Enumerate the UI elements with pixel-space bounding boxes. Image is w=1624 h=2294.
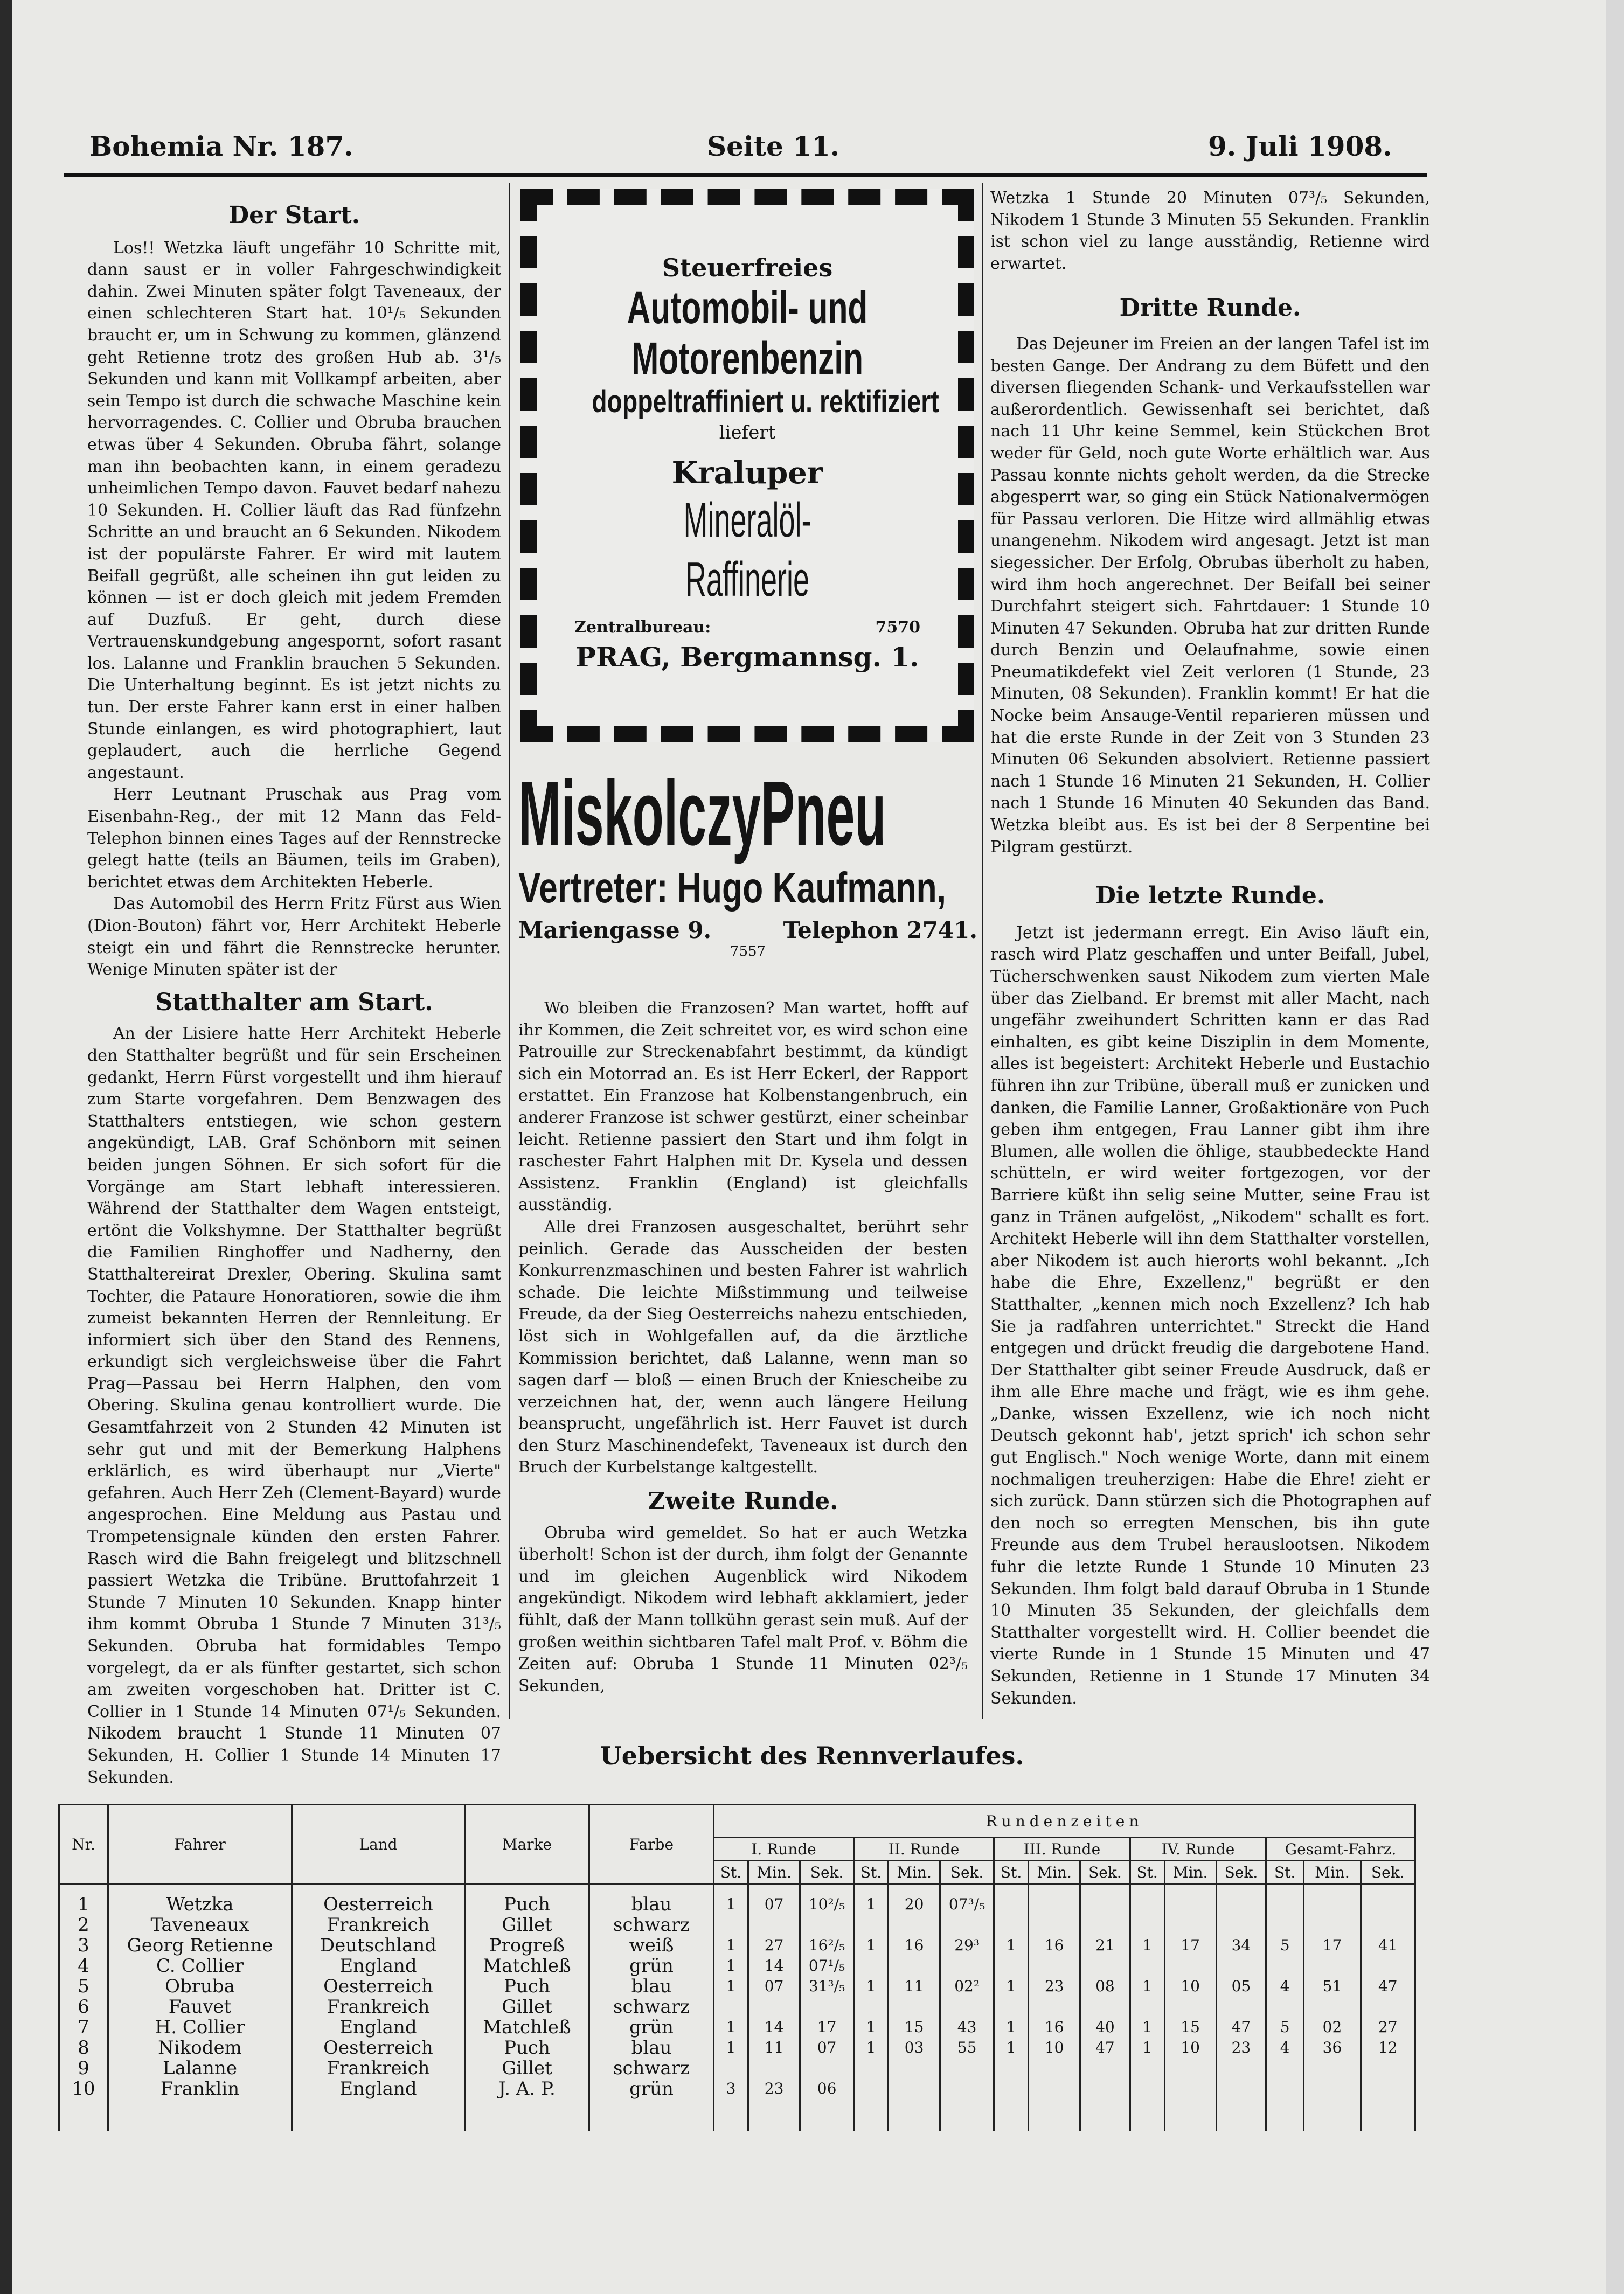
paragraph: Jetzt ist jedermann erregt. Ein Aviso läuft ein, rasch wird Platz geschaffen und unter Beifall, Jubel, Tücherschwenken saust Nikodem zum vierten Male über das Zielband. Er bremst mit aller Macht, nach ungefähr zweihundert Schritten kann er das Rad einhalten, es gibt keine Disziplin in dem Momente, alles ist begeistert: Architekt Heberle und Eustachio führen ihn zur Tribüne, überall muß er zunicken und danken, die Familie Lanner, Großaktionäre von Puch geben ihm entgegen, Frau Lanner gibt ihm ihre Blumen, alle wollen die öhlige, staubbedeckte Hand schütteln, er wird weiter fortgezogen, vor der Barriere küßt ihn selig seine Mutter, seine Frau ist ganz in Tränen aufgelöst, „Nikodem" schallt es fort. Architekt Heberle will ihn dem Statthalter vorstellen, aber Nikodem ist auch hierorts wohl bekannt. „Ich habe die Ehre, Exzellenz," begrüßt er den Statthalter, „kennen mich noch Exzellenz? Ich hab Sie ja radfahren unterrichtet." Streckt die Hand entgegen und drückt freudig die dargebotene Hand. Der Statthalter gibt seiner Freude Ausdruck, daß er ihm alle Ehre mache und frägt, wie es ihm gehe. „Danke, wissen Exzellenz, wie ich noch nicht Deutsch gekonnt hab', jetzt sprich' ich schon sehr gut Englisch." Noch wenige Worte, dann mit einem nochmaligen treuherzigen: Habe die Ehre! zieht er sich zurück. Dann stürzen sich die Photographen auf den noch so erregten Menschen, bis ihn gute Freunde aus dem Trubel herauslootsen. Nikodem fuhr die letzte Runde 1 Stunde 10 Minuten 23 Sekunden. Ihm folgt bald darauf Obruba in 1 Stunde 10 Minuten 35 Sekunden, der gleichfalls dem Statthalter vorgestellt wird. H. Collier beendet die vierte Runde in 1 Stunde 15 Minuten und 47 Sekunden, Retienne in 1 Stunde 17 Minuten 34 Sekunden. bbox=[990, 923, 1430, 1708]
col-header-runde-2: II. Runde bbox=[854, 1838, 994, 1861]
cell-time: 23 bbox=[1216, 2038, 1266, 2058]
cell-time bbox=[1361, 1997, 1415, 2017]
cell-time: 1 bbox=[854, 2038, 889, 2058]
cell-nr: 6 bbox=[59, 1997, 108, 2017]
cell-time: 16 bbox=[889, 1935, 940, 1956]
col-header-runde-4: IV. Runde bbox=[1130, 1838, 1266, 1861]
cell-time: 1 bbox=[854, 2017, 889, 2038]
cell-land: Frankreich bbox=[292, 1997, 465, 2017]
cell-time bbox=[748, 2058, 800, 2078]
ad-address: Mariengasse 9. bbox=[518, 917, 712, 943]
cell-time: 12 bbox=[1361, 2038, 1415, 2058]
cell-time: 1 bbox=[1130, 2017, 1164, 2038]
cell-time: 3 bbox=[714, 2078, 748, 2131]
cell-nr: 10 bbox=[59, 2078, 108, 2131]
cell-time bbox=[1080, 1915, 1130, 1935]
cell-time bbox=[889, 1956, 940, 1976]
col-header-sek: Sek. bbox=[1361, 1861, 1415, 1884]
cell-time: 10²/₅ bbox=[800, 1884, 854, 1915]
col-header-st: St. bbox=[1130, 1861, 1164, 1884]
cell-time bbox=[1266, 2058, 1304, 2078]
cell-time: 40 bbox=[1080, 2017, 1130, 2038]
cell-marke: J. A. P. bbox=[465, 2078, 589, 2131]
cell-farbe: grün bbox=[589, 2017, 714, 2038]
cell-time bbox=[1164, 1915, 1216, 1935]
cell-nr: 5 bbox=[59, 1976, 108, 1997]
cell-time bbox=[1130, 1997, 1164, 2017]
cell-time: 34 bbox=[1216, 1935, 1266, 1956]
cell-fahrer: Wetzka bbox=[108, 1884, 292, 1915]
paragraph: An der Lisiere hatte Herr Architekt Heberle den Statthalter begrüßt und für sein Erscheinen gedankt, Herrn Fürst vorgestellt und ihm hierauf zum Starte vorgefahren. Dem Benzwagen des Statthalters entstiegen, wie schon gestern angekündigt, LAB. Graf Schönborn mit seinen beiden jungen Söhnen. Er sich sofort für die Vorgänge am Start lebhaft interessieren. Während der Statthalter dem Wagen entsteigt, ertönt die Volkshymne. Der Statthalter begrüßt die Familien Ringhoffer und Nadherny, den Statthaltereirat Drexler, Obering. Skulina samt Tochter, die Pataure Honoratioren, sowie die ihm zumeist bekannten Herren der Rennleitung. Er informiert sich über den Stand des Rennens, erkundigt sich vergleichsweise über die Fahrt Prag—Passau bei Herrn Halphen, den vom Obering. Skulina genau kontrolliert wurde. Die Gesamtfahrzeit von 2 Stunden 42 Minuten ist sehr gut und mit der Bemerkung Halphens erklärlich, es wird überhaupt nur „Vierte" gefahren. Auch Herr Zeh (Clement-Bayard) wurde angesprochen. Eine Meldung aus Pastau und Trompetensignale künden den ersten Fahrer. Rasch wird die Bahn freigelegt und blitzschnell passiert Wetzka die Tribüne. Bruttofahrzeit 1 Stunde 7 Minuten 10 Sekunden. Knapp hinter ihm kommt Obruba 1 Stunde 7 Minuten 31³/₅ Sekunden. Obruba hat formidables Tempo vorgelegt, da er als fünfter gestartet, sich schon am zweiten vorgeschoben hat. Dritter ist C. Collier in 1 Stunde 14 Minuten 07¹/₅ Sekunden. Nikodem braucht 1 Stunde 11 Minuten 07 Sekunden, H. Collier 1 Stunde 14 Minuten 17 Sekunden. bbox=[87, 1024, 501, 1787]
col-header-runde-3: III. Runde bbox=[994, 1838, 1130, 1861]
cell-time bbox=[994, 2058, 1029, 2078]
cell-time bbox=[1029, 2078, 1080, 2131]
table-row bbox=[59, 2078, 1415, 2131]
table-row bbox=[59, 1884, 1415, 1915]
cell-time bbox=[1080, 2078, 1130, 2131]
col-header-fahrer: Fahrer bbox=[108, 1805, 292, 1884]
cell-time bbox=[1361, 2078, 1415, 2131]
header-page-number: Seite 11. bbox=[707, 130, 840, 162]
cell-time: 1 bbox=[1130, 1935, 1164, 1956]
cell-fahrer: Lalanne bbox=[108, 2058, 292, 2078]
cell-marke: Gillet bbox=[465, 2058, 589, 2078]
cell-time: 21 bbox=[1080, 1935, 1130, 1956]
cell-farbe: weiß bbox=[589, 1935, 714, 1956]
cell-land: Frankreich bbox=[292, 1915, 465, 1935]
col-header-rundenzeiten: Rundenzeiten bbox=[714, 1805, 1415, 1838]
cell-time: 07 bbox=[748, 1976, 800, 1997]
cell-time: 14 bbox=[748, 1956, 800, 1976]
cell-time bbox=[1164, 1884, 1216, 1915]
cell-time bbox=[994, 1997, 1029, 2017]
header-rule bbox=[64, 173, 1427, 177]
cell-marke: Matchleß bbox=[465, 1956, 589, 1976]
cell-farbe: grün bbox=[589, 2078, 714, 2131]
cell-time bbox=[1304, 1997, 1361, 2017]
col-header-marke: Marke bbox=[465, 1805, 589, 1884]
cell-time: 1 bbox=[714, 1956, 748, 1976]
cell-time bbox=[854, 2058, 889, 2078]
cell-time bbox=[800, 2058, 854, 2078]
cell-time bbox=[1164, 2058, 1216, 2078]
cell-time bbox=[1130, 2078, 1164, 2131]
cell-time bbox=[940, 2058, 994, 2078]
cell-nr: 8 bbox=[59, 2038, 108, 2058]
col-header-sek: Sek. bbox=[800, 1861, 854, 1884]
paragraph: Herr Leutnant Pruschak aus Prag vom Eisenbahn-Reg., der mit 12 Mann das Feld-Telephon binnen eines Tages auf der Rennstrecke gelegt hatte (teils an Bäumen, teils im Graben), berichtet etwas dem Architekten Heberle. bbox=[87, 785, 501, 892]
cell-marke: Matchleß bbox=[465, 2017, 589, 2038]
ad-line: Zentralbureau: bbox=[574, 618, 711, 637]
cell-land: Oesterreich bbox=[292, 2038, 465, 2058]
paragraph: Das Automobil des Herrn Fritz Fürst aus Wien (Dion-Bouton) fährt vor, Herr Architekt Heberle steigt ein und fährt die Rennstrecke herunter. Wenige Minuten später ist der bbox=[87, 894, 501, 979]
cell-time: 1 bbox=[714, 2038, 748, 2058]
advertisement-benzin bbox=[520, 189, 974, 742]
cell-time: 23 bbox=[748, 2078, 800, 2131]
table-row bbox=[59, 1956, 1415, 1976]
col-header-land: Land bbox=[292, 1805, 465, 1884]
cell-time: 5 bbox=[1266, 1935, 1304, 1956]
ad-line: doppeltraffiniert u. rektifiziert bbox=[592, 384, 939, 419]
cell-land: England bbox=[292, 2017, 465, 2038]
cell-time bbox=[800, 1997, 854, 2017]
heading-der-start: Der Start. bbox=[228, 201, 360, 229]
cell-land: England bbox=[292, 2078, 465, 2131]
cell-time: 17 bbox=[1164, 1935, 1216, 1956]
heading-zweite-runde: Zweite Runde. bbox=[648, 1487, 838, 1516]
cell-time bbox=[1216, 1956, 1266, 1976]
cell-marke: Puch bbox=[465, 2038, 589, 2058]
cell-farbe: schwarz bbox=[589, 2058, 714, 2078]
cell-time: 47 bbox=[1216, 2017, 1266, 2038]
cell-time: 31³/₅ bbox=[800, 1976, 854, 1997]
col-header-min: Min. bbox=[1304, 1861, 1361, 1884]
cell-time: 14 bbox=[748, 2017, 800, 2038]
cell-time bbox=[889, 2058, 940, 2078]
cell-time: 07¹/₅ bbox=[800, 1956, 854, 1976]
cell-fahrer: C. Collier bbox=[108, 1956, 292, 1976]
cell-time bbox=[748, 1915, 800, 1935]
cell-time bbox=[994, 1915, 1029, 1935]
ad-code: 7557 bbox=[730, 943, 766, 960]
cell-time: 47 bbox=[1361, 1976, 1415, 1997]
cell-time: 10 bbox=[1164, 1976, 1216, 1997]
cell-time bbox=[1216, 2078, 1266, 2131]
cell-time bbox=[1080, 1884, 1130, 1915]
cell-time: 1 bbox=[854, 1935, 889, 1956]
cell-time: 5 bbox=[1266, 2017, 1304, 2038]
cell-time bbox=[1361, 1884, 1415, 1915]
cell-time bbox=[1130, 1884, 1164, 1915]
cell-time: 02 bbox=[1304, 2017, 1361, 2038]
cell-time: 20 bbox=[889, 1884, 940, 1915]
cell-time bbox=[889, 2078, 940, 2131]
cell-time bbox=[1304, 2078, 1361, 2131]
cell-time bbox=[714, 2058, 748, 2078]
col-header-sek: Sek. bbox=[940, 1861, 994, 1884]
table-title: Uebersicht des Rennverlaufes. bbox=[600, 1741, 1024, 1770]
cell-marke: Puch bbox=[465, 1976, 589, 1997]
cell-time bbox=[1080, 2058, 1130, 2078]
cell-time: 27 bbox=[748, 1935, 800, 1956]
cell-time: 27 bbox=[1361, 2017, 1415, 2038]
cell-nr: 2 bbox=[59, 1915, 108, 1935]
col-header-st: St. bbox=[854, 1861, 889, 1884]
col-header-gesamt: Gesamt-Fahrz. bbox=[1266, 1838, 1415, 1861]
cell-land: Oesterreich bbox=[292, 1976, 465, 1997]
cell-time: 07 bbox=[800, 2038, 854, 2058]
cell-fahrer: Obruba bbox=[108, 1976, 292, 1997]
col-header-farbe: Farbe bbox=[589, 1805, 714, 1884]
cell-farbe: blau bbox=[589, 1884, 714, 1915]
col-header-runde-1: I. Runde bbox=[714, 1838, 854, 1861]
cell-time bbox=[1361, 1956, 1415, 1976]
col-header-st: St. bbox=[1266, 1861, 1304, 1884]
cell-time: 11 bbox=[889, 1976, 940, 1997]
cell-fahrer: H. Collier bbox=[108, 2017, 292, 2038]
cell-time: 4 bbox=[1266, 1976, 1304, 1997]
cell-time bbox=[1130, 1956, 1164, 1976]
cell-fahrer: Fauvet bbox=[108, 1997, 292, 2017]
ad-code: 7570 bbox=[875, 618, 920, 637]
cell-time: 23 bbox=[1029, 1976, 1080, 1997]
cell-fahrer: Georg Retienne bbox=[108, 1935, 292, 1956]
cell-fahrer: Nikodem bbox=[108, 2038, 292, 2058]
cell-time: 51 bbox=[1304, 1976, 1361, 1997]
scan-border-left bbox=[0, 0, 12, 2294]
cell-time: 1 bbox=[994, 1976, 1029, 1997]
col-header-min: Min. bbox=[1164, 1861, 1216, 1884]
cell-time bbox=[994, 2078, 1029, 2131]
cell-time bbox=[1361, 1915, 1415, 1935]
article-column-1 bbox=[87, 201, 501, 1787]
cell-marke: Progreß bbox=[465, 1935, 589, 1956]
cell-farbe: schwarz bbox=[589, 1915, 714, 1935]
cell-nr: 9 bbox=[59, 2058, 108, 2078]
cell-nr: 4 bbox=[59, 1956, 108, 1976]
cell-time bbox=[1266, 1997, 1304, 2017]
cell-nr: 1 bbox=[59, 1884, 108, 1915]
ad-line: Kraluper bbox=[671, 455, 823, 491]
paragraph: Alle drei Franzosen ausgeschaltet, berührt sehr peinlich. Gerade das Ausscheiden der besten Konkurrenzmaschinen und besten Fahrer ist wahrlich schade. Die leichte Mißstimmung und teilweise Freude, da der Sieg Oesterreichs nahezu entschieden, löst sich in Wohlgefallen auf, da die ärztliche Kommission berichtet, daß Lalanne, wenn man so sagen darf — bloß — einen Bruch der Kniescheibe zu verzeichnen hat, der, wenn auch längere Heilung beansprucht, ungefährlich ist. Herr Fauvet ist durch den Sturz Maschinendefekt, Taveneaux ist durch den Bruch der Kurbelstange kaltgestellt. bbox=[518, 1217, 968, 1477]
col-header-sek: Sek. bbox=[1216, 1861, 1266, 1884]
cell-time bbox=[1130, 1915, 1164, 1935]
cell-time: 06 bbox=[800, 2078, 854, 2131]
col-header-st: St. bbox=[714, 1861, 748, 1884]
cell-time: 1 bbox=[854, 1884, 889, 1915]
ad-line: liefert bbox=[719, 422, 776, 443]
cell-time bbox=[889, 1915, 940, 1935]
race-results-table bbox=[58, 1804, 1416, 2131]
cell-fahrer: Franklin bbox=[108, 2078, 292, 2131]
cell-time bbox=[714, 1997, 748, 2017]
cell-time bbox=[1304, 2058, 1361, 2078]
cell-farbe: grün bbox=[589, 1956, 714, 1976]
cell-time bbox=[1216, 1915, 1266, 1935]
ad-headline: Motorenbenzin bbox=[631, 333, 864, 384]
cell-time bbox=[994, 1884, 1029, 1915]
cell-time bbox=[1216, 1884, 1266, 1915]
cell-time bbox=[1361, 2058, 1415, 2078]
cell-time bbox=[854, 1997, 889, 2017]
cell-time: 16 bbox=[1029, 1935, 1080, 1956]
cell-time bbox=[1029, 2058, 1080, 2078]
cell-time bbox=[940, 1997, 994, 2017]
cell-time: 10 bbox=[1164, 2038, 1216, 2058]
cell-time bbox=[1266, 2078, 1304, 2131]
cell-time bbox=[748, 1997, 800, 2017]
cell-time: 15 bbox=[1164, 2017, 1216, 2038]
col-header-min: Min. bbox=[889, 1861, 940, 1884]
cell-time: 29³ bbox=[940, 1935, 994, 1956]
cell-time bbox=[1080, 1956, 1130, 1976]
heading-letzte-runde: Die letzte Runde. bbox=[1095, 882, 1325, 910]
cell-time: 1 bbox=[714, 1935, 748, 1956]
heading-dritte-runde: Dritte Runde. bbox=[1119, 294, 1301, 322]
cell-time: 1 bbox=[714, 2017, 748, 2038]
cell-time bbox=[940, 2078, 994, 2131]
header-date: 9. Juli 1908. bbox=[1208, 130, 1392, 162]
cell-time bbox=[1266, 1915, 1304, 1935]
cell-time bbox=[854, 1956, 889, 1976]
cell-time: 07³/₅ bbox=[940, 1884, 994, 1915]
column-divider bbox=[982, 183, 983, 1719]
cell-time: 1 bbox=[714, 1884, 748, 1915]
ad-telephone: Telephon 2741. bbox=[783, 917, 977, 943]
cell-time bbox=[940, 1915, 994, 1935]
paragraph: Obruba wird gemeldet. So hat er auch Wetzka überholt! Schon ist der durch, ihm folgt der Genannte und im gleichen Augenblick wird Nikodem angekündigt. Nikodem wird lebhaft akklamiert, jeder fühlt, daß der Mann tollkühn gerast sein muß. Auf der großen weithin sichtbaren Tafel malt Prof. v. Böhm die Zeiten auf: Obruba 1 Stunde 11 Minuten 02³/₅ Sekunden, bbox=[518, 1523, 968, 1695]
cell-time: 17 bbox=[800, 2017, 854, 2038]
cell-time: 15 bbox=[889, 2017, 940, 2038]
scan-border-right bbox=[1606, 0, 1624, 2294]
cell-time bbox=[854, 2078, 889, 2131]
cell-time bbox=[1266, 1956, 1304, 1976]
cell-time bbox=[1216, 2058, 1266, 2078]
cell-nr: 7 bbox=[59, 2017, 108, 2038]
paragraph: Wo bleiben die Franzosen? Man wartet, hofft auf ihr Kommen, die Zeit schreitet vor, es wird schon eine Patrouille zur Streckenabfahrt bestimmt, da kündigt sich ein Motorrad an. Es ist Herr Eckerl, der Rapport erstattet. Ein Franzose hat Kolbenstangenbruch, ein anderer Franzose ist schwer gestürzt, einer scheinbar leicht. Retienne passiert den Start und ihm folgt in raschester Fahrt Halphen mit Dr. Kysela und dessen Assistenz. Franklin (England) ist gleichfalls ausständig. bbox=[518, 999, 968, 1215]
cell-land: Frankreich bbox=[292, 2058, 465, 2078]
cell-marke: Gillet bbox=[465, 1997, 589, 2017]
cell-time: 07 bbox=[748, 1884, 800, 1915]
cell-time: 1 bbox=[714, 1976, 748, 1997]
ad-brand: MiskolczyPneu bbox=[518, 762, 886, 865]
cell-time: 47 bbox=[1080, 2038, 1130, 2058]
cell-time bbox=[1304, 1884, 1361, 1915]
table-row bbox=[59, 1976, 1415, 1997]
cell-time bbox=[854, 1915, 889, 1935]
cell-time: 1 bbox=[1130, 1976, 1164, 1997]
cell-time bbox=[1164, 1956, 1216, 1976]
cell-time bbox=[1080, 1997, 1130, 2017]
cell-time bbox=[889, 1997, 940, 2017]
paragraph: Los!! Wetzka läuft ungefähr 10 Schritte mit, dann saust er in voller Fahrgeschwindigkeit dahin. Zwei Minuten später folgt Taveneaux, der einen schlechteren Start hat. 10¹/₅ Sekunden braucht er, um in Schwung zu kommen, glänzend geht Retienne trotz des großen Hub ab. 3¹/₅ Sekunden und kann mit Vollkampf arbeiten, aber sein Tempo ist durch die schwache Maschine kein hervorragendes. C. Collier und Obruba brauchen etwas über 4 Sekunden. Obruba fährt, solange man ihn beobachten kann, in einem geradezu unheimlichen Tempo davon. Fauvet bedarf nahezu 10 Sekunden. H. Collier läuft das Rad fünfzehn Schritte an und braucht an 6 Sekunden. Nikodem ist der populärste Fahrer. Er wird mit lautem Beifall gegrüßt, alle scheinen ihn gut leiden zu können — ist er doch gleich mit jedem Fremden auf Duzfuß. Er geht, durch diese Vertrauenskundgebung angespornt, sofort rasant los. Lalanne und Franklin brauchen 5 Sekunden. Die Unterhaltung beginnt. Es ist jetzt nichts zu tun. Der erste Fahrer kann erst in einer halben Stunde einlangen, es wird photographiert, laut geplaudert, auch die herrliche Gegend angestaunt. bbox=[87, 238, 501, 782]
column-divider bbox=[509, 183, 510, 1719]
col-header-nr: Nr. bbox=[59, 1805, 108, 1884]
cell-marke: Puch bbox=[465, 1884, 589, 1915]
paragraph: Das Dejeuner im Freien an der langen Tafel ist im besten Gange. Der Andrang zu dem Büfett und den diversen fliegenden Schank- und Verkaufsstellen war außerordentlich. Gewissenhaft sei berichtet, daß nach 11 Uhr keine Semmel, kein Stückchen Brot weder für Geld, noch gute Worte erhältlich war. Aus Passau konnte nichts geholt werden, da die Strecke abgesperrt war, so ging ein Stück Nationalvermögen für Passau verloren. Die Hitze wird allmählig etwas unangenehm. Nikodem wird angesagt. Jetzt ist man siegessicher. Der Erfolg, Obrubas überholt zu haben, wird ihm hoch angerechnet. Der Beifall bei seiner Durchfahrt steigert sich. Fahrtdauer: 1 Stunde 10 Minuten 47 Sekunden. Obruba hat zur dritten Runde durch Benzin und Oelaufnahme, sowie einen Pneumatikdefekt viel Zeit verloren (1 Stunde, 23 Minuten, 08 Sekunden). Franklin kommt! Er hat die Nocke beim Ansauge-Ventil reparieren müssen und hat die erste Runde in der Zeit von 3 Stunden 23 Minuten 06 Sekunden absolviert. Retienne passiert nach 1 Stunde 16 Minuten 21 Sekunden, H. Collier nach 1 Stunde 16 Minuten 40 Sekunden das Band. Wetzka bleibt aus. Es ist bei der 8 Serpentine bei Pilgram gestürzt. bbox=[990, 334, 1430, 857]
cell-time: 17 bbox=[1304, 1935, 1361, 1956]
ad-headline: Automobil- und bbox=[627, 282, 868, 333]
cell-time bbox=[800, 1915, 854, 1935]
cell-time bbox=[1029, 1884, 1080, 1915]
cell-farbe: blau bbox=[589, 1976, 714, 1997]
cell-land: Oesterreich bbox=[292, 1884, 465, 1915]
table-row bbox=[59, 1997, 1415, 2017]
cell-time: 10 bbox=[1029, 2038, 1080, 2058]
cell-farbe: schwarz bbox=[589, 1997, 714, 2017]
col-header-min: Min. bbox=[1029, 1861, 1080, 1884]
col-header-sek: Sek. bbox=[1080, 1861, 1130, 1884]
table-row bbox=[59, 2058, 1415, 2078]
advertisement-miskolczy bbox=[518, 762, 977, 991]
heading-statthalter: Statthalter am Start. bbox=[155, 988, 433, 1016]
cell-time: 43 bbox=[940, 2017, 994, 2038]
cell-time bbox=[994, 1956, 1029, 1976]
cell-time: 1 bbox=[994, 2017, 1029, 2038]
paragraph: Wetzka 1 Stunde 20 Minuten 07³/₅ Sekunden, Nikodem 1 Stunde 3 Minuten 55 Sekunden. Franklin ist schon viel zu lange ausständig, Retienne wird erwartet. bbox=[990, 189, 1430, 273]
cell-marke: Gillet bbox=[465, 1915, 589, 1935]
cell-fahrer: Taveneaux bbox=[108, 1915, 292, 1935]
cell-time: 03 bbox=[889, 2038, 940, 2058]
cell-time: 4 bbox=[1266, 2038, 1304, 2058]
cell-farbe: blau bbox=[589, 2038, 714, 2058]
cell-time bbox=[1130, 2058, 1164, 2078]
ad-company: Mineralöl-Raffinerie bbox=[683, 493, 811, 607]
cell-time bbox=[1029, 1997, 1080, 2017]
cell-land: Deutschland bbox=[292, 1935, 465, 1956]
header-publication: Bohemia Nr. 187. bbox=[89, 130, 353, 162]
cell-time bbox=[1304, 1915, 1361, 1935]
ad-address: PRAG, Bergmannsg. 1. bbox=[575, 641, 919, 673]
cell-land: England bbox=[292, 1956, 465, 1976]
cell-time bbox=[1164, 2078, 1216, 2131]
cell-time: 11 bbox=[748, 2038, 800, 2058]
article-column-3 bbox=[990, 187, 1430, 1723]
cell-time: 55 bbox=[940, 2038, 994, 2058]
col-header-min: Min. bbox=[748, 1861, 800, 1884]
table-row bbox=[59, 2017, 1415, 2038]
table-row bbox=[59, 1935, 1415, 1956]
cell-time: 1 bbox=[994, 1935, 1029, 1956]
ad-line: Steuerfreies bbox=[662, 253, 833, 282]
cell-time bbox=[1164, 1997, 1216, 2017]
cell-time: 02² bbox=[940, 1976, 994, 1997]
table-row bbox=[59, 1915, 1415, 1935]
cell-time: 08 bbox=[1080, 1976, 1130, 1997]
cell-time: 1 bbox=[994, 2038, 1029, 2058]
cell-time bbox=[1029, 1956, 1080, 1976]
cell-time: 41 bbox=[1361, 1935, 1415, 1956]
col-header-st: St. bbox=[994, 1861, 1029, 1884]
cell-time: 05 bbox=[1216, 1976, 1266, 1997]
article-column-2 bbox=[518, 998, 968, 1720]
cell-time bbox=[1216, 1997, 1266, 2017]
cell-time: 1 bbox=[854, 1976, 889, 1997]
cell-time: 16 bbox=[1029, 2017, 1080, 2038]
table-row bbox=[59, 2038, 1415, 2058]
cell-time bbox=[1029, 1915, 1080, 1935]
cell-time bbox=[940, 1956, 994, 1976]
cell-time: 16²/₅ bbox=[800, 1935, 854, 1956]
cell-time bbox=[714, 1915, 748, 1935]
ad-representative: Vertreter: Hugo Kaufmann, bbox=[518, 864, 946, 912]
cell-nr: 3 bbox=[59, 1935, 108, 1956]
cell-time: 36 bbox=[1304, 2038, 1361, 2058]
cell-time bbox=[1266, 1884, 1304, 1915]
cell-time bbox=[1304, 1956, 1361, 1976]
cell-time: 1 bbox=[1130, 2038, 1164, 2058]
